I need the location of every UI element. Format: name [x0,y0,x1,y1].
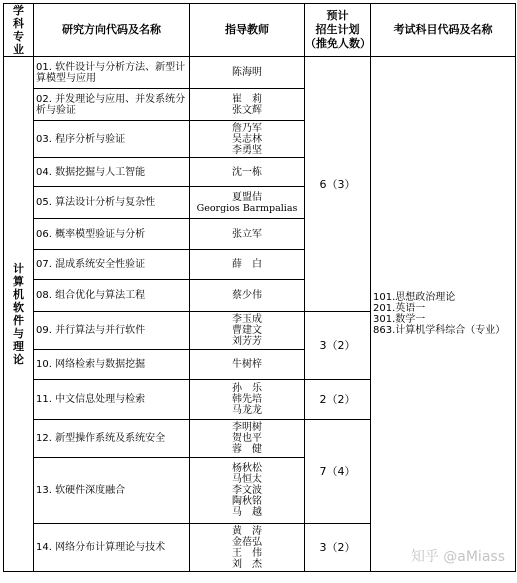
header-teacher: 指导教师 [190,4,305,57]
teacher-cell: 李明树 贺也平 蓉 健 [190,420,305,458]
direction-cell: 11. 中文信息处理与检索 [34,380,190,420]
direction-cell: 02. 并发理论与应用、并发系统分析与验证 [34,89,190,121]
teacher-cell: 沈一栋 [190,158,305,187]
direction-cell: 13. 软硬件深度融合 [34,458,190,524]
direction-cell: 01. 软件设计与分析方法、新型计算模型与应用 [34,57,190,89]
teacher-cell: 牛树梓 [190,350,305,380]
direction-cell: 07. 混成系统安全性验证 [34,250,190,280]
enrollment-table [3,3,516,572]
quota-cell: 6（3） [305,57,371,312]
header-row [4,4,516,57]
direction-cell: 06. 概率模型验证与分析 [34,219,190,250]
header-quota: 预计 招生计划 （推免人数） [305,4,371,57]
quota-cell: 7（4） [305,420,371,524]
direction-cell: 12. 新型操作系统及系统安全 [34,420,190,458]
watermark: 知乎 @aMiass [410,549,505,565]
quota-cell: 3（2） [305,312,371,380]
teacher-cell: 陈海明 [190,57,305,89]
direction-cell: 10. 网络检索与数据挖掘 [34,350,190,380]
teacher-cell: 薛 白 [190,250,305,280]
table-row [4,57,516,89]
direction-cell: 04. 数据挖掘与人工智能 [34,158,190,187]
quota-cell: 3（2） [305,524,371,572]
teacher-cell: 蔡少伟 [190,280,305,312]
direction-cell: 05. 算法设计分析与复杂性 [34,187,190,219]
teacher-cell: 张立军 [190,219,305,250]
teacher-cell: 黄 涛 金蓓弘 王 伟 刘 杰 [190,524,305,572]
header-exam: 考试科目代码及名称 [371,4,516,57]
exam-cell: 101.思想政治理论 201.英语一 301.数学一 863.计算机学科综合（专业） [371,57,516,572]
quota-cell: 2（2） [305,380,371,420]
teacher-cell: 孙 乐 韩先培 马龙龙 [190,380,305,420]
teacher-cell: 崔 莉 张文辉 [190,89,305,121]
teacher-cell: 夏盟佶 Georgios Barmpalias [190,187,305,219]
teacher-cell: 杨秋松 马恒太 李文波 陶秋铭 马 越 [190,458,305,524]
direction-cell: 14. 网络分布计算理论与技术 [34,524,190,572]
subject-cell: 计算机软件与理论 [4,57,34,572]
direction-cell: 09. 并行算法与并行软件 [34,312,190,350]
header-subject: 学科专业 [4,4,34,57]
direction-cell: 03. 程序分析与验证 [34,121,190,158]
header-direction: 研究方向代码及名称 [34,4,190,57]
teacher-cell: 詹乃军 吴志林 李勇坚 [190,121,305,158]
teacher-cell: 李玉成 曹建文 刘芳芳 [190,312,305,350]
direction-cell: 08. 组合优化与算法工程 [34,280,190,312]
